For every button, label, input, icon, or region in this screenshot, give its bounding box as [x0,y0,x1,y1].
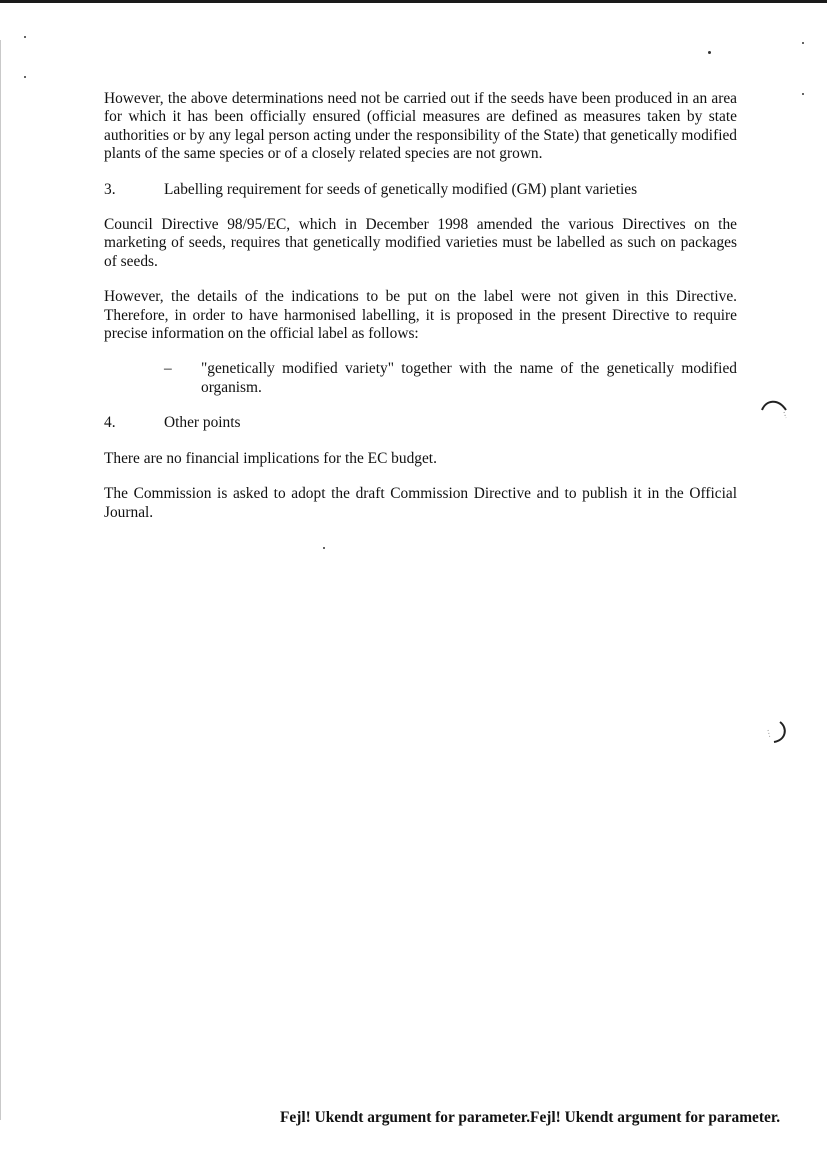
scan-speck [802,93,804,95]
section-title: Labelling requirement for seeds of genetically modified (GM) plant varieties [164,180,638,198]
scan-speck [24,36,26,38]
section-title: Other points [164,414,241,432]
left-scan-edge [0,40,1,1120]
paragraph: However, the above determinations need not be carried out if the seeds have been produced in an area for which it has been officially ensured (official measures are defined as measures taken by state authorities or by any legal person acting under the responsibility of the State) that genetically modified plants of the same species or of a closely related species are not grown. [104,90,737,163]
scan-speck [24,76,26,78]
section-heading-3 [104,181,737,199]
bullet-dash: – [164,360,172,378]
bullet-text: "genetically modified variety" together with the name of the genetically modified organism. [201,360,737,396]
paragraph: The Commission is asked to adopt the draft Commission Directive and to publish it in the Official Journal. [104,485,737,521]
document-body [104,90,737,539]
top-border-line [0,0,827,3]
paragraph: However, the details of the indications to be put on the label were not given in this Directive. Therefore, in order to have harmonised labelling, it is proposed in the present Directive to require precise information on the official label as follows: [104,288,737,343]
paragraph: Council Directive 98/95/EC, which in December 1998 amended the various Directives on the marketing of seeds, requires that genetically modified varieties must be labelled as such on packages of seeds. [104,216,737,270]
section-number: 3. [104,180,116,198]
page-footer: Fejl! Ukendt argument for parameter.Fejl! Ukendt argument for parameter. [280,1109,781,1126]
scan-speck [323,547,325,549]
hole-punch-mark-upper [758,396,790,422]
scan-speck [802,42,804,44]
bullet-item [164,360,737,397]
hole-punch-mark-lower [762,718,794,748]
section-number: 4. [104,414,116,432]
scan-speck [708,51,711,54]
paragraph: There are no financial implications for the EC budget. [104,449,437,467]
section-heading-4 [104,414,737,432]
